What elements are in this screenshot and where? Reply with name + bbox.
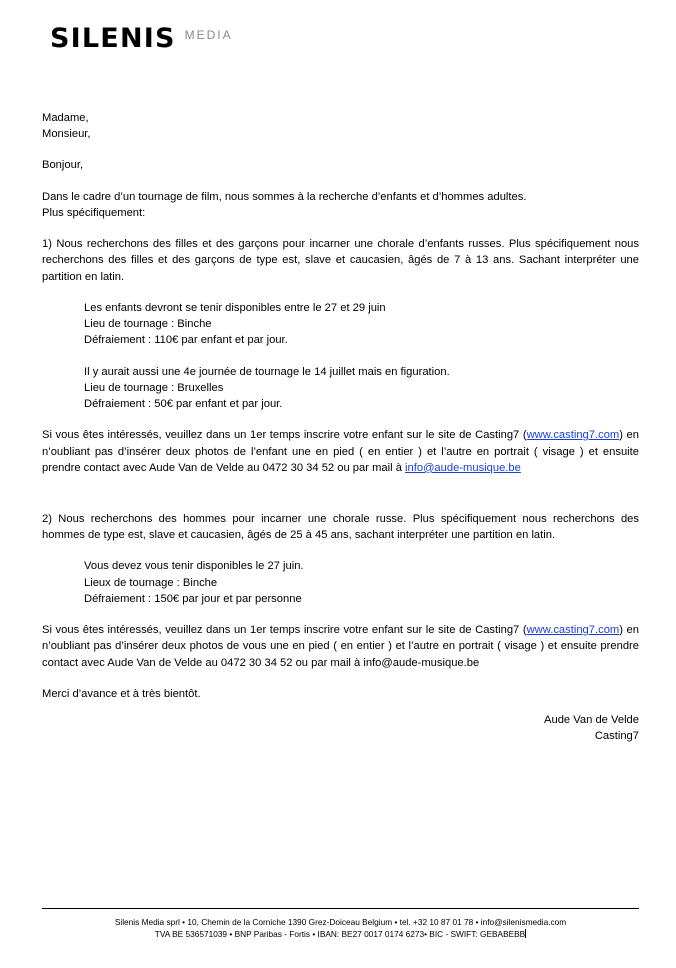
casting7-link[interactable]: www.casting7.com	[526, 429, 620, 442]
spacer	[42, 671, 639, 686]
detail-line: Il y aurait aussi une 4e journée de tournage le 14 juillet mais en figuration.	[84, 365, 450, 378]
closing-line: Merci d’avance et à très bientôt.	[42, 687, 201, 700]
salutation-monsieur: Monsieur,	[42, 128, 91, 141]
detail-line: Défraiement : 150€ par jour et par personne	[84, 592, 302, 605]
footer-line-1: Silenis Media sprl • 10, Chemin de la Corniche 1390 Grez-Doiceau Belgium • tel. +32 10 87 01 78 • info@silenismedia.com	[114, 917, 567, 927]
signature-org: Casting7	[594, 730, 639, 743]
detail-line: Défraiement : 50€ par enfant et par jour.	[84, 398, 283, 411]
footer-divider	[42, 908, 639, 909]
section-1-details-a	[84, 300, 639, 349]
contact-text-pre: Si vous êtes intéressés, veuillez dans un 1er temps inscrire votre enfant sur le site de Casting7 (	[42, 429, 527, 442]
contact-text-pre: Si vous êtes intéressés, veuillez dans un 1er temps inscrire votre enfant sur le site de Casting7 (	[42, 624, 527, 637]
spacer	[42, 412, 639, 427]
section-2-contact	[42, 622, 639, 671]
email-link[interactable]: info@aude-musique.be	[405, 461, 521, 474]
spacer	[42, 174, 639, 189]
page-footer	[42, 916, 639, 941]
detail-line: Vous devez vous tenir disponibles le 27 juin.	[84, 560, 304, 573]
text-cursor	[525, 929, 526, 938]
contact-text-mid: ) en n’oubliant pas d’insérer deux photos de l’enfant une en pied ( en entier ) et l’autre en portrait ( visage ) et ensuite prendre contact avec Aude Van de Velde au 0472 30 34 52 ou par mail à	[42, 429, 639, 474]
section-2-details	[84, 558, 639, 607]
intro-line-2: Plus spécifiquement:	[42, 206, 146, 219]
spacer	[42, 476, 639, 496]
logo-subtitle: MEDIA	[184, 28, 233, 42]
signature-name: Aude Van de Velde	[544, 714, 639, 726]
spacer	[42, 496, 639, 511]
salutation-madame: Madame,	[42, 112, 89, 124]
spacer	[42, 607, 639, 622]
section-2-paragraph: 2) Nous recherchons des hommes pour incarner une chorale russe. Plus spécifiquement nous recherchons des hommes de type est, slave et caucasien, âgés de 25 à 45 ans, sachant interpréter une partition en latin.	[42, 512, 639, 542]
spacer	[42, 349, 639, 364]
spacer	[42, 221, 639, 236]
letter-body	[42, 110, 639, 702]
detail-line: Lieux de tournage : Binche	[84, 576, 218, 589]
footer-line-2-text: TVA BE 536571039 • BNP Paribas - Fortis • IBAN: BE27 0017 0174 6273• BIC - SWIFT: GEBABEBB	[154, 929, 526, 940]
section-1-contact	[42, 427, 639, 476]
signature-block	[42, 712, 639, 744]
company-logo	[50, 25, 233, 52]
detail-line: Les enfants devront se tenir disponibles entre le 27 et 29 juin	[84, 301, 386, 314]
spacer	[42, 142, 639, 157]
detail-line: Lieu de tournage : Bruxelles	[84, 381, 224, 394]
detail-line: Défraiement : 110€ par enfant et par jour.	[84, 334, 288, 347]
spacer	[42, 543, 639, 558]
intro-line-1: Dans le cadre d’un tournage de film, nous sommes à la recherche d’enfants et d’hommes adultes.	[42, 190, 527, 203]
contact-text-post: ) en n’oubliant pas d’insérer deux photos de vous une en pied ( en entier ) et l’autre en portrait ( visage ) et ensuite prendre contact avec Aude Van de Velde au 0472 30 34 52 ou par mail à info@aude-musique.be	[42, 624, 639, 669]
greeting: Bonjour,	[42, 159, 84, 172]
logo-wordmark: SILENIS	[50, 23, 176, 54]
section-1-details-b	[84, 364, 639, 413]
spacer	[42, 285, 639, 300]
section-1-paragraph: 1) Nous recherchons des filles et des garçons pour incarner une chorale d’enfants russes. Plus spécifiquement nous recherchons des filles et des garçons de type est, slave et caucasien, âgés de 7 à 13 ans. Sachant interpréter une partition en latin.	[42, 238, 639, 283]
footer-line-2	[42, 928, 639, 940]
casting7-link[interactable]: www.casting7.com	[526, 624, 620, 637]
detail-line: Lieu de tournage : Binche	[84, 318, 212, 331]
